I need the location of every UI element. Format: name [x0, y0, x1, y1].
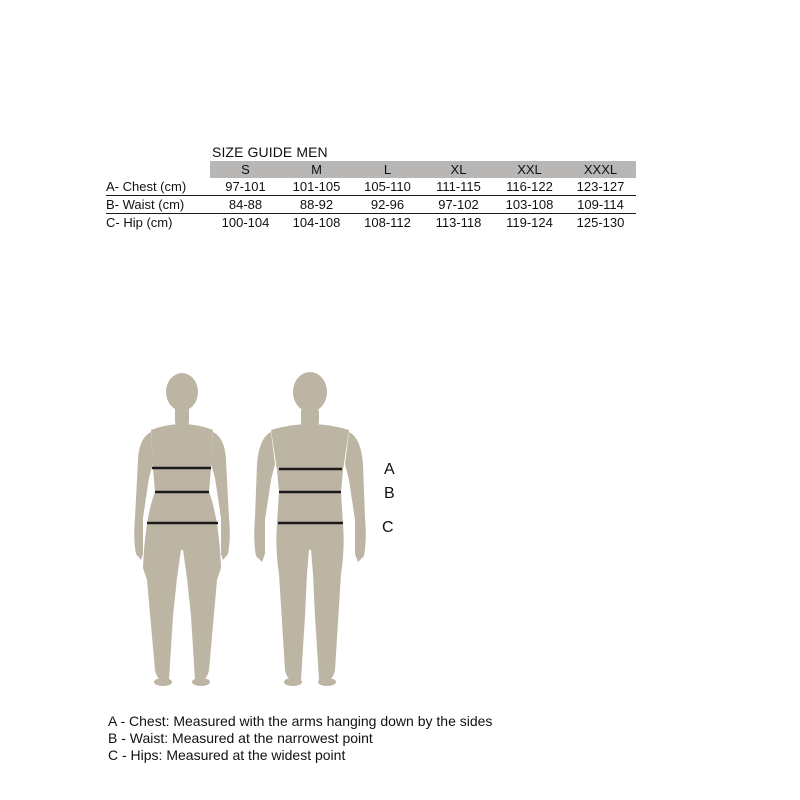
legend-waist: B - Waist: Measured at the narrowest point — [108, 730, 373, 746]
table-cell: 104-108 — [292, 214, 341, 230]
size-header-m: M — [281, 161, 352, 178]
size-header-l: L — [352, 161, 423, 178]
table-cell: 101-105 — [281, 178, 352, 196]
table-row-hip — [106, 214, 636, 232]
table-cell: 97-102 — [423, 196, 494, 214]
size-table — [106, 161, 636, 231]
size-header-s: S — [210, 161, 281, 178]
table-cell: 123-127 — [565, 178, 636, 196]
table-cell: 125-130 — [576, 214, 625, 230]
body-figures — [125, 368, 375, 693]
male-body-silhouette-icon — [254, 372, 366, 686]
table-cell: 100-104 — [221, 214, 270, 230]
size-header-xxxl: XXXL — [565, 161, 636, 178]
table-cell: 111-115 — [423, 178, 494, 196]
size-header-xl: XL — [423, 161, 494, 178]
size-header-row — [106, 161, 636, 178]
header-corner — [106, 161, 210, 178]
measurement-legend — [108, 713, 492, 764]
table-cell: 84-88 — [210, 196, 281, 214]
table-row-waist — [106, 196, 636, 214]
table-cell: 97-101 — [210, 178, 281, 196]
row-label-waist: B- Waist (cm) — [106, 196, 210, 214]
row-label-hip: C- Hip (cm) — [106, 214, 173, 230]
row-label-chest: A- Chest (cm) — [106, 178, 210, 196]
marker-b: B — [384, 485, 395, 502]
table-cell: 108-112 — [364, 214, 411, 230]
table-cell: 88-92 — [281, 196, 352, 214]
table-cell: 103-108 — [494, 196, 565, 214]
table-row-chest — [106, 178, 636, 196]
legend-chest: A - Chest: Measured with the arms hanging down by the sides — [108, 713, 493, 729]
table-cell: 105-110 — [352, 178, 423, 196]
size-header-xxl: XXL — [494, 161, 565, 178]
legend-hips: C - Hips: Measured at the widest point — [108, 747, 346, 763]
female-body-silhouette-icon — [134, 373, 230, 686]
marker-a: A — [384, 461, 395, 478]
page-title: SIZE GUIDE MEN — [212, 144, 328, 160]
marker-c: C — [382, 519, 394, 536]
table-cell: 113-118 — [435, 214, 482, 230]
table-cell: 109-114 — [565, 196, 636, 214]
table-cell: 119-124 — [506, 214, 553, 230]
table-cell: 116-122 — [494, 178, 565, 196]
table-cell: 92-96 — [352, 196, 423, 214]
